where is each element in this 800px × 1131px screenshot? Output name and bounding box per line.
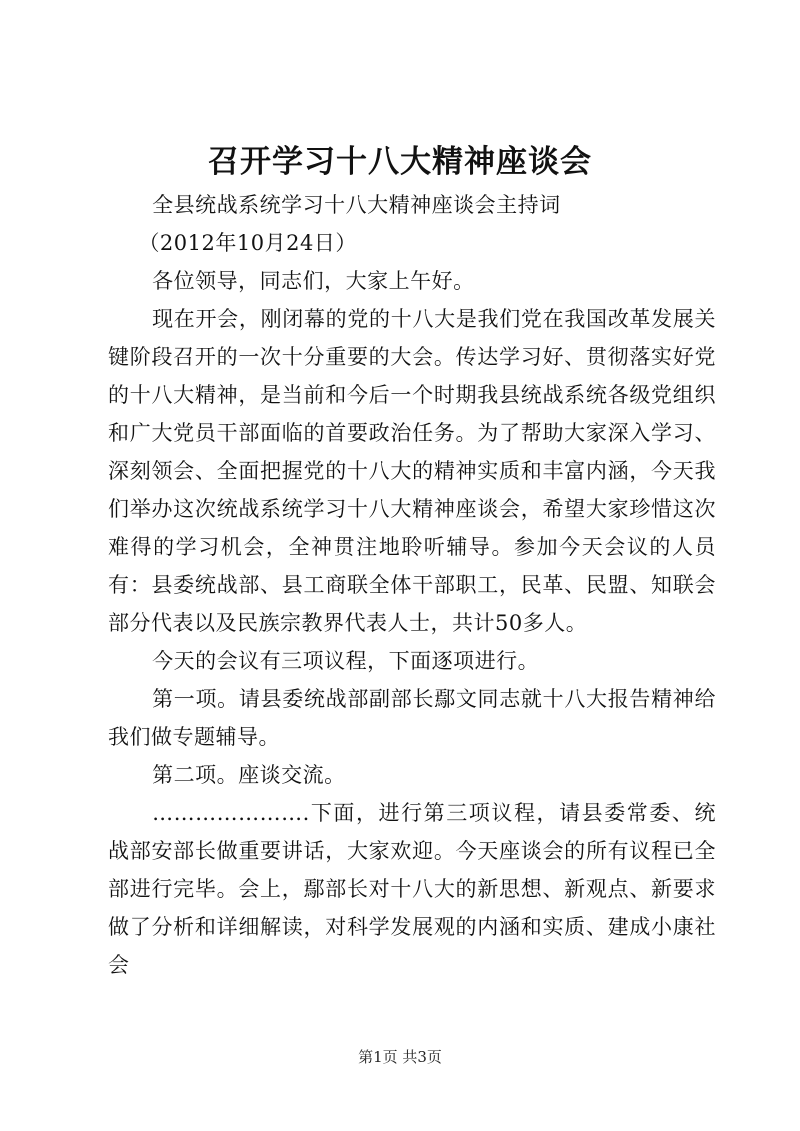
date-paragraph: （2012年10月24日） [138,231,357,255]
document-body [108,186,716,984]
agenda-item-2-paragraph: 第二项。座谈交流。 [152,763,346,787]
opening-paragraph: 现在开会，刚闭幕的党的十八大是我们党在我国改革发展关键阶段召开的一次十分重要的大会。传达学习好、贯彻落实好党的十八大精神，是当前和今后一个时期我县统战系统各级党组织和广大党员干部面临的首要政治任务。为了帮助大家深入学习、深刻领会、全面把握党的十八大的精神实质和丰富内涵，今天我们举办这次统战系统学习十八大精神座谈会，希望大家珍惜这次难得的学习机会，全神贯注地聆听辅导。参加今天会议的人员有：县委统战部、县工商联全体干部职工，民革、民盟、知联会部分代表以及民族宗教界代表人士，共计50多人。 [108,307,716,635]
agenda-item-3-paragraph: ………………….下面，进行第三项议程，请县委常委、统战部安部长做重要讲话，大家欢迎。今天座谈会的所有议程已全部进行完毕。会上，鄢部长对十八大的新思想、新观点、新要求做了分析和详细解读，对科学发展观的内涵和实质、建成小康社会 [108,801,716,977]
subtitle-paragraph: 全县统战系统学习十八大精神座谈会主持词 [152,193,561,217]
document-title: 召开学习十八大精神座谈会 [208,144,592,180]
agenda-paragraph: 今天的会议有三项议程，下面逐项进行。 [152,649,540,673]
page-footer: 第1页 共3页 [358,1048,442,1066]
greeting-paragraph: 各位领导，同志们，大家上午好。 [152,269,475,293]
agenda-item-1-paragraph: 第一项。请县委统战部副部长鄢文同志就十八大报告精神给我们做专题辅导。 [108,687,716,749]
